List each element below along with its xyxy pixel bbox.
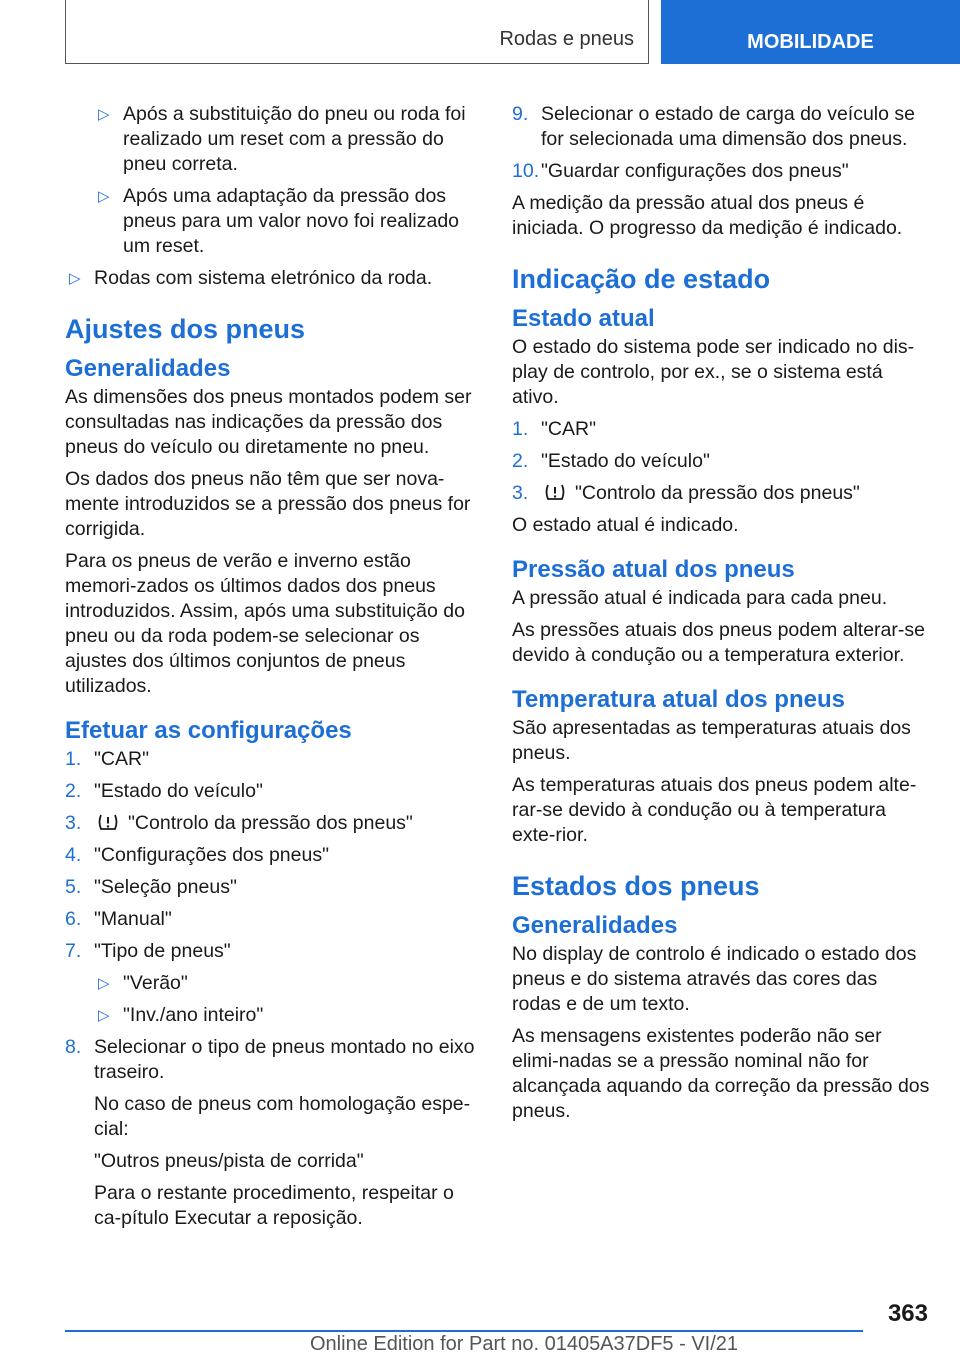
left-column (65, 102, 483, 1238)
header-chapter-tab[interactable]: MOBILIDADE (661, 0, 960, 64)
page-number: 363 (887, 1300, 928, 1327)
heading-generalidades-2: Generalidades (512, 912, 678, 939)
paragraph: As mensagens existentes poderão não ser elimi-nadas se a pressão nominal não for alcançada aquando da correção da pressão dos pneus. (512, 1025, 930, 1122)
step-item: 9. Selecionar o estado de carga do veículo se for selecionada uma dimensão dos pneus. (512, 103, 915, 150)
step-item: 2. "Estado do veículo" (512, 450, 710, 472)
step-item: 2. "Estado do veículo" (65, 780, 263, 802)
step-item: 5. "Seleção pneus" (65, 876, 237, 898)
edition-text: Online Edition for Part no. 01405A37DF5 - VI/21 (310, 1333, 739, 1355)
list-item: ▷ Após uma adaptação da pressão dos pneus para um valor novo foi realizado um reset. (98, 185, 460, 257)
tire-pressure-icon (96, 812, 120, 832)
heading-temperatura: Temperatura atual dos pneus (512, 686, 845, 713)
paragraph: As pressões atuais dos pneus podem alterar-se devido à condução ou a temperatura exterior. (512, 619, 925, 666)
list-item: ▷ Após a substituição do pneu ou roda foi realizado um reset com a pressão do pneu correta. (98, 103, 466, 175)
paragraph: A medição da pressão atual dos pneus é iniciada. O progresso da medição é indicado. (512, 192, 903, 239)
list-item: ▷ Rodas com sistema eletrónico da roda. (69, 267, 433, 289)
heading-estados: Estados dos pneus (512, 871, 760, 901)
step-item: 1. "CAR" (512, 418, 597, 440)
heading-indicacao: Indicação de estado (512, 264, 771, 294)
triangle-bullet-icon: ▷ (98, 106, 110, 123)
paragraph: As dimensões dos pneus montados podem ser consultadas nas indicações da pressão dos pneus do veículo ou diretamente no pneu. (65, 386, 472, 458)
triangle-bullet-icon: ▷ (98, 188, 110, 205)
step-item: 4. "Configurações dos pneus" (65, 844, 329, 866)
step-item: 6. "Manual" (65, 908, 172, 930)
step-item: 3. "Controlo da pressão dos pneus" (65, 812, 413, 834)
heading-efetuar: Efetuar as configurações (65, 717, 352, 744)
step-note: Para o restante procedimento, respeitar o ca-pítulo Executar a reposição. (94, 1182, 454, 1229)
heading-estado-atual: Estado atual (512, 305, 655, 332)
step-item: 10. "Guardar configurações dos pneus" (512, 160, 849, 182)
paragraph: O estado do sistema pode ser indicado no dis-play de controlo, por ex., se o sistema está ativo. (512, 336, 915, 408)
right-column (512, 102, 930, 1131)
step-item: 3. "Controlo da pressão dos pneus" (512, 482, 860, 504)
header-section-title: Rodas e pneus (499, 28, 634, 50)
step-note: "Outros pneus/pista de corrida" (94, 1150, 364, 1172)
paragraph: As temperaturas atuais dos pneus podem alte-rar-se devido à condução ou à temperatura exte-rior. (512, 774, 917, 846)
triangle-bullet-icon: ▷ (69, 270, 81, 287)
footer-divider (65, 1330, 863, 1332)
step-item: 7. "Tipo de pneus" (65, 940, 231, 962)
paragraph: Para os pneus de verão e inverno estão memori-zados os últimos dados dos pneus introduzidos. Assim, após uma substituição do pneu ou da roda podem-se selecionar os ajustes dos últimos conjuntos de pneus utilizados. (65, 550, 465, 697)
step-note: No caso de pneus com homologação espe-cial: (94, 1093, 471, 1140)
paragraph: São apresentadas as temperaturas atuais dos pneus. (512, 717, 911, 764)
triangle-bullet-icon: ▷ (98, 975, 110, 992)
heading-ajustes: Ajustes dos pneus (65, 314, 306, 344)
paragraph: A pressão atual é indicada para cada pneu. (512, 587, 888, 609)
heading-generalidades: Generalidades (65, 355, 231, 382)
step-item: 1. "CAR" (65, 748, 150, 770)
paragraph: No display de controlo é indicado o estado dos pneus e do sistema através das cores das rodas e de um texto. (512, 943, 917, 1015)
list-item: ▷ "Verão" (98, 972, 188, 994)
list-item: ▷ "Inv./ano inteiro" (98, 1004, 264, 1026)
heading-pressao: Pressão atual dos pneus (512, 556, 795, 583)
paragraph: Os dados dos pneus não têm que ser nova-mente introduzidos se a pressão dos pneus for corrigida. (65, 468, 471, 540)
paragraph: O estado atual é indicado. (512, 514, 739, 536)
step-item: 8. Selecionar o tipo de pneus montado no eixo traseiro. (65, 1036, 475, 1083)
tire-pressure-icon (543, 482, 567, 502)
triangle-bullet-icon: ▷ (98, 1007, 110, 1024)
